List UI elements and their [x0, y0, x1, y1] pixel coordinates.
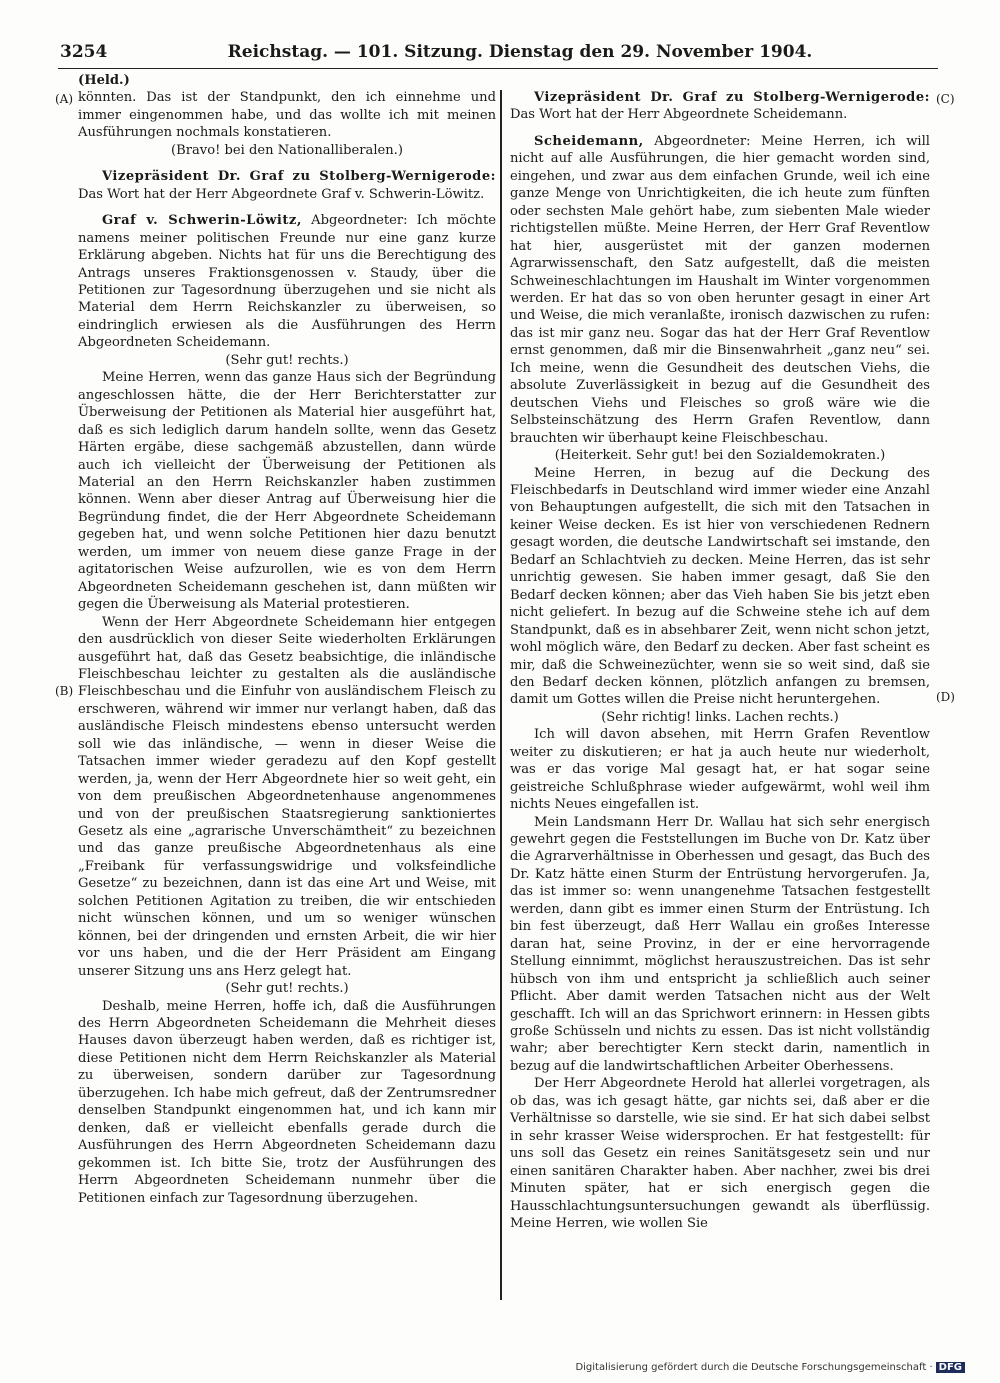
paragraph-text: Das Wort hat der Herr Abgeordnete Scheidemann. — [510, 107, 848, 123]
paragraph — [78, 212, 496, 352]
margin-marker-a: (A) — [55, 92, 74, 106]
paragraph-text: Abgeordneter: Meine Herren, ich will nicht auf alle Ausführungen, die hier gemacht worden sind, eingehen, und zwar aus dem einfachen Grunde, weil ich eine ganze Menge von Unrichtigkeiten, die ich heute zum fünften oder sechsten Male gehört habe, zum siebenten Male wieder richtigstellen müßte. Meine Herren, der Herr Graf Reventlow hat hier, ausgerüstet mit der ganzen modernen Agrarwissenschaft, den Satz aufgestellt, daß die meisten Schweineschlachtungen im Haushalt im Winter vorgenommen werden. Er hat das so von oben herunter gesagt in einer Art und Weise, die mich veranlaßte, ironisch dazwischen zu rufen: das ist mir ganz neu. Sogar das hat der Herr Graf Reventlow ernst genommen, daß mir die Binsenwahrheit „ganz neu“ sei. Ich meine, wenn die Gesundheit des deutschen Viehs, die absolute Zuverlässigkeit in bezug auf die Gesundheit des deutschen Viehs und Fleisches so groß wäre wie die Selbsteinschätzung des Herrn Grafen Reventlow, dann brauchten wir überhaupt keine Fleischbeschau. — [510, 133, 930, 446]
interjection: (Heiterkeit. Sehr gut! bei den Sozialdemokraten.) — [554, 448, 886, 464]
dfg-logo: DFG — [936, 1362, 965, 1373]
header-rule — [58, 68, 938, 69]
margin-marker-d: (D) — [936, 690, 955, 704]
speaker-name: Vizepräsident Dr. Graf zu Stolberg-Wernigerode: — [534, 90, 930, 105]
paragraph — [78, 168, 496, 203]
right-column — [510, 72, 930, 1232]
paragraph — [510, 133, 930, 447]
margin-marker-b: (B) — [55, 684, 74, 698]
running-title: Reichstag. — 101. Sitzung. Dienstag den 29. November 1904. — [227, 42, 813, 62]
page-header — [60, 42, 940, 66]
speaker-name: Vizepräsident Dr. Graf zu Stolberg-Wernigerode: — [102, 169, 496, 185]
paragraph-text: Das Wort hat der Herr Abgeordnete Graf v. Schwerin-Löwitz. — [78, 186, 485, 202]
interjection: (Bravo! bei den Nationalliberalen.) — [171, 142, 403, 158]
left-column — [78, 72, 496, 1207]
speaker-continuation: (Held.) — [78, 73, 130, 88]
paragraph: Meine Herren, in bezug auf die Deckung des Fleischbedarfs in Deutschland wird immer wieder eine Anzahl von Behauptungen aufgestellt, die sich mit den Tatsachen in keiner Weise decken. Es ist hier von verschiedenen Rednern gesagt worden, die deutsche Landwirtschaft sei imstande, den Bedarf an Schlachtvieh zu decken. Meine Herren, das ist sehr unrichtig gewesen. Sie haben immer gesagt, daß Sie den Bedarf decken können; aber das Vieh haben Sie bis jetzt eben nicht geliefert. In bezug auf die Schweine stehe ich auf dem Standpunkt, daß es in absehbarer Zeit, wenn nicht schon jetzt, wohl möglich wäre, den Bedarf zu decken. Aber fast scheint es mir, daß die Schweinezüchter, wenn sie so weit sind, daß sie den Bedarf decken können, plötzlich anfangen zu bremsen, damit um Gottes willen die Preise nicht heruntergehen. — [510, 465, 930, 708]
speaker-name: Graf v. Schwerin-Löwitz, — [102, 213, 302, 229]
interjection: (Sehr gut! rechts.) — [225, 352, 349, 368]
interjection: (Sehr richtig! links. Lachen rechts.) — [601, 709, 839, 725]
digitization-credit — [575, 1362, 965, 1373]
interjection: (Sehr gut! rechts.) — [225, 981, 349, 997]
margin-marker-c: (C) — [936, 92, 955, 106]
paragraph: Deshalb, meine Herren, hoffe ich, daß die Ausführungen des Herrn Abgeordneten Scheidemann die Mehrheit dieses Hauses davon überzeugt haben werden, daß es richtiger ist, diese Petitionen nicht dem Herrn Reichskanzler als Material zu überweisen, sondern darüber zur Tagesordnung überzugehen. Ich habe mich gefreut, daß der Zentrumsredner denselben Standpunkt eingenommen hat, und ich kann mir denken, daß er vielleicht ebenfalls gerade durch die Ausführungen des Herrn Abgeordneten Scheidemann dazu gekommen ist. Ich bitte Sie, trotz der Ausführungen des Herrn Abgeordneten Scheidemann nunmehr über die Petitionen einfach zur Tagesordnung überzugehen. — [78, 998, 496, 1206]
paragraph-text: Abgeordneter: Ich möchte namens meiner politischen Freunde nur eine ganz kurze Erklärung abgeben. Nichts hat für uns die Berechtigung des Antrags unseres Fraktionsgenossen v. Staudy, über die Petitionen zur Tagesordnung überzugehen und sie nicht als Material dem Herrn Reichskanzler zu überweisen, so eindringlich erwiesen als die Ausführungen des Herrn Abgeordneten Scheidemann. — [78, 213, 496, 351]
paragraph: könnten. Das ist der Standpunkt, den ich einnehme und immer eingenommen habe, und das wollte ich mit meinen Ausführungen nochmals konstatieren. — [78, 90, 496, 141]
paragraph: Mein Landsmann Herr Dr. Wallau hat sich sehr energisch gewehrt gegen die Feststellungen im Buche von Dr. Katz über die Agrarverhältnisse in Oberhessen und gesagt, das Buch des Dr. Katz hätte einen Sturm der Entrüstung hervorgerufen. Ja, das ist immer so: wenn unangenehme Tatsachen festgestellt werden, dann gibt es immer einen Sturm der Entrüstung. Ich bin fest überzeugt, daß Herr Wallau ein großes Interesse daran hat, seine Provinz, in der er eine hervorragende Stellung einnimmt, möglichst herauszustreichen. Das ist sehr hübsch von ihm und entspricht ja schließlich auch seiner Pflicht. Aber damit werden Tatsachen nicht aus der Welt geschafft. Ich will an das Sprichwort erinnern: in Hessen gibts große Schüsseln und nichts zu essen. Das ist nicht vollständig wahr; aber berechtigter Kern steckt darin, namentlich in bezug auf die landwirtschaftlichen Arbeiter Oberhessens. — [510, 814, 930, 1074]
speaker-name: Scheidemann, — [534, 133, 644, 149]
page-number: 3254 — [60, 42, 108, 62]
credit-text: Digitalisierung gefördert durch die Deutsche Forschungsgemeinschaft · — [575, 1362, 933, 1373]
paragraph: Meine Herren, wenn das ganze Haus sich der Begründung angeschlossen hätte, die der Herr Berichterstatter zur Überweisung der Petitionen als Material hier ausgeführt hat, daß es sich lediglich darum handeln sollte, wenn das Gesetz Härten ergäbe, diese sachgemäß abzustellen, dann würde auch ich vielleicht der Überweisung der Petitionen als Material an den Herrn Reichskanzler haben zustimmen können. Wenn aber dieser Antrag auf Überweisung hier die Begründung findet, die der Herr Abgeordnete Scheidemann gegeben hat, und wenn solche Petitionen hier dazu benutzt werden, um immer von neuem diese ganze Frage in der agitatorischen Weise aufzurollen, wie es von dem Herrn Abgeordneten Scheidemann geschehen ist, dann müßten wir gegen die Überweisung als Material protestieren. — [78, 370, 496, 613]
column-divider — [500, 90, 502, 1300]
paragraph: Der Herr Abgeordnete Herold hat allerlei vorgetragen, als ob das, was ich gesagt hätte, gar nichts sei, daß aber er die Verhältnisse so darstelle, wie sie sind. Er hat sich dabei selbst in sehr krasser Weise widersprochen. Er hat festgestellt: für uns soll das Gesetz ein reines Sanitätsgesetz sein und nur einen sanitären Charakter haben. Aber nachher, zwei bis drei Minuten später, hat er sich energisch gegen die Hausschlachtungsuntersuchungen gewandt als überflüssig. Meine Herren, wie wollen Sie — [510, 1076, 930, 1231]
paragraph: Ich will davon absehen, mit Herrn Grafen Reventlow weiter zu diskutieren; er hat ja auch heute nur wiederholt, was er das vorige Mal gesagt hat, er hat sogar seine geistreiche Schlußphrase wieder aufgewärmt, wohl weil ihm nichts Neues eingefallen ist. — [510, 727, 930, 813]
paragraph — [510, 89, 930, 124]
paragraph: Wenn der Herr Abgeordnete Scheidemann hier entgegen den ausdrücklich von dieser Seite wiederholten Erklärungen ausgeführt hat, daß das Gesetz beabsichtige, die inländische Fleischbeschau leichter zu gestalten als die ausländische Fleischbeschau und die Einfuhr von ausländischem Fleisch zu erschweren, während wir immer nur verlangt haben, daß das ausländische Fleisch mindestens ebenso untersucht werden soll wie das inländische, — wenn in dieser Weise die Tatsachen immer wieder geradezu auf den Kopf gestellt werden, ja, wenn der Herr Abgeordnete hier so weit geht, ein von dem preußischen Abgeordnetenhause angenommenes und von der preußischen Staatsregierung sanktioniertes Gesetz als eine „agrarische Unverschämtheit“ zu bezeichnen und das ganze preußische Abgeordnetenhaus als eine „Freibank für verfassungswidrige und volksfeindliche Gesetze“ zu bezeichnen, dann ist das eine Art und Weise, mit solchen Petitionen Agitation zu treiben, die wir entschieden nicht wünschen können, und um so weniger wünschen können, bei der dringenden und ernsten Arbeit, die wir hier vor uns haben, und die der Herr Präsident am Eingang unserer Sitzung uns ans Herz gelegt hat. — [78, 614, 496, 979]
